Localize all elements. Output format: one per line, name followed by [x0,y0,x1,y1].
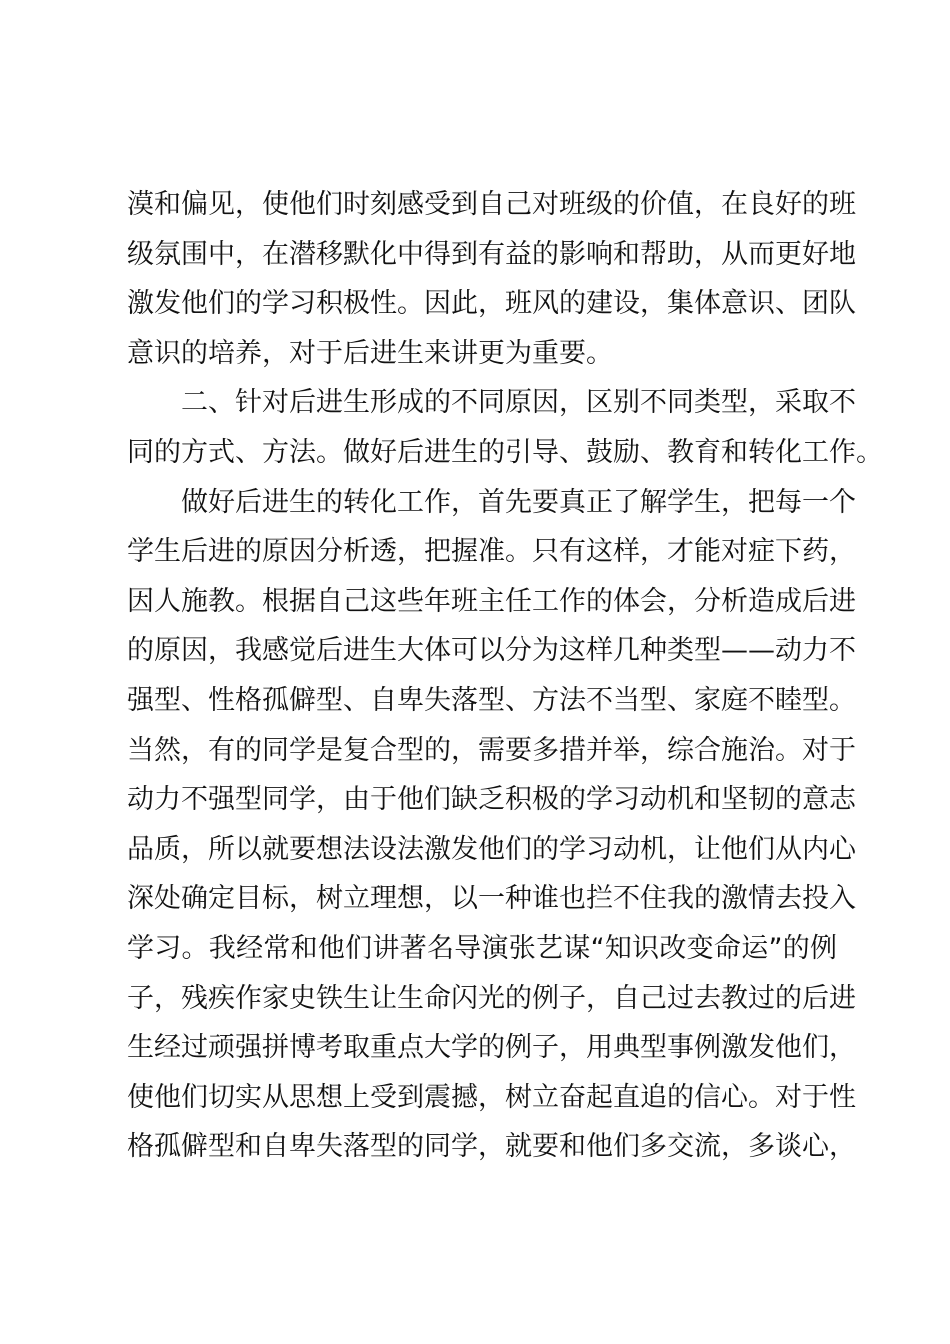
text-line: 深处确定目标，树立理想，以一种谁也拦不住我的激情去投入 [127,883,856,915]
text-line: 生经过顽强拼博考取重点大学的例子，用典型事例激发他们， [127,1032,856,1064]
text-line: 级氛围中，在潜移默化中得到有益的影响和帮助，从而更好地 [127,238,856,270]
text-line: 做好后进生的转化工作，首先要真正了解学生，把每一个 [181,486,856,518]
text-line: 品质，所以就要想法设法激发他们的学习动机，让他们从内心 [127,833,856,865]
text-line: 子，残疾作家史铁生让生命闪光的例子，自己过去教过的后进 [127,982,856,1014]
text-line: 强型、性格孤僻型、自卑失落型、方法不当型、家庭不睦型。 [127,684,856,716]
text-line: 学生后进的原因分析透，把握准。只有这样，才能对症下药， [127,536,856,568]
section-heading-line: 二、针对后进生形成的不同原因，区别不同类型，采取不 [181,387,856,419]
text-line: 动力不强型同学，由于他们缺乏积极的学习动机和坚韧的意志 [127,784,856,816]
body-text [127,180,883,1172]
text-line: 学习。我经常和他们讲著名导演张艺谋“知识改变命运”的例 [127,932,837,964]
text-line: 漠和偏见，使他们时刻感受到自己对班级的价值，在良好的班 [127,189,856,220]
text-line: 使他们切实从思想上受到震撼，树立奋起直追的信心。对于性 [127,1081,856,1113]
text-line: 意识的培养，对于后进生来讲更为重要。 [127,337,613,369]
section-heading-line: 同的方式、方法。做好后进生的引导、鼓励、教育和转化工作。 [127,436,883,468]
text-line: 当然，有的同学是复合型的，需要多措并举，综合施治。对于 [127,734,856,766]
text-line: 激发他们的学习积极性。因此，班风的建设，集体意识、团队 [127,288,856,320]
text-line: 因人施教。根据自己这些年班主任工作的体会，分析造成后进 [127,585,856,617]
text-line: 格孤僻型和自卑失落型的同学，就要和他们多交流，多谈心， [127,1131,856,1163]
text-line: 的原因，我感觉后进生大体可以分为这样几种类型——动力不 [127,635,856,667]
